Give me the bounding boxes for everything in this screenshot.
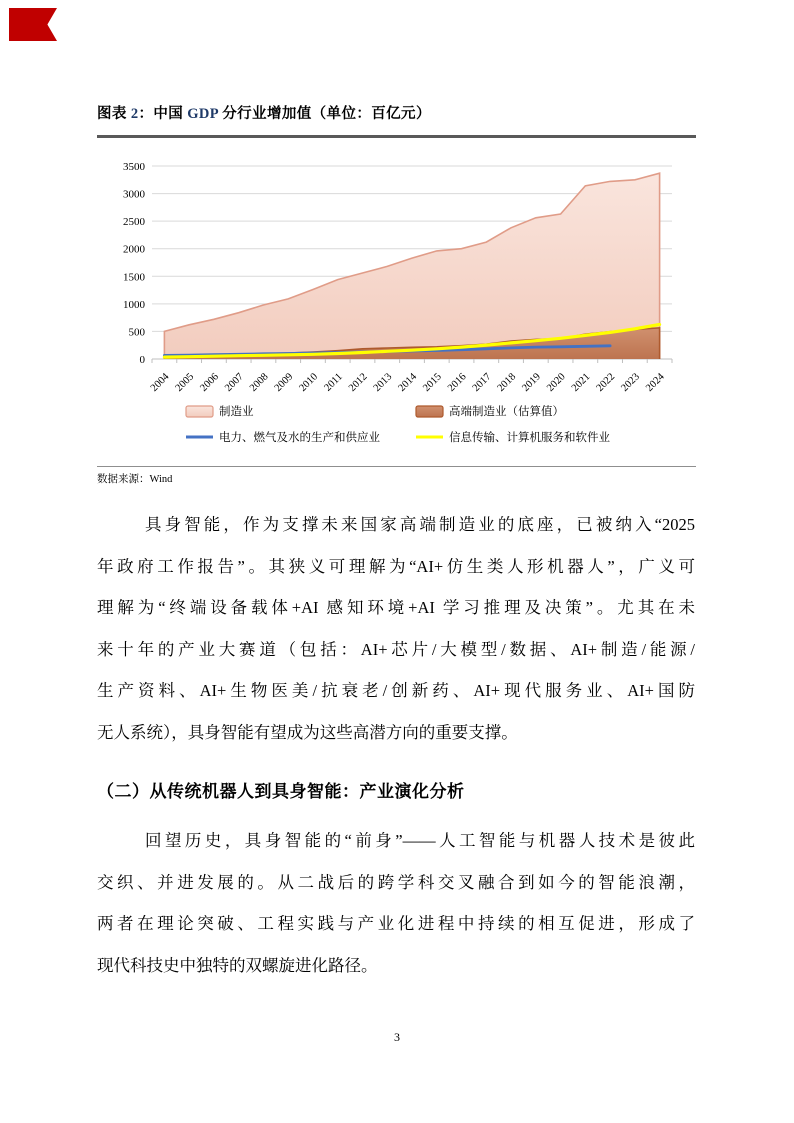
legend-label-0: 制造业 [219,406,254,418]
x-axis-label: 2009 [272,371,296,394]
x-axis-label: 2005 [173,371,197,394]
paragraph-line: 交织、并进发展的。从二战后的跨学科交叉融合到如今的智能浪潮， [97,872,695,892]
x-axis-label: 2016 [446,371,469,394]
data-source-note: 数据来源：Wind [97,474,173,485]
legend-swatch-0 [186,406,213,417]
x-axis-label: 2017 [470,371,494,394]
y-axis-label: 2500 [123,216,145,229]
legend-swatch-1 [416,406,443,417]
paragraph-embodied-ai [97,504,695,753]
paragraph-history [97,820,695,986]
x-axis-label: 2018 [495,371,519,394]
x-axis-label: 2006 [198,371,222,394]
figure-title [97,102,696,123]
figure-top-rule [97,135,696,138]
y-axis-label: 0 [139,354,145,366]
figure-title-segment: ：中国 [138,106,188,122]
y-axis-label: 1500 [123,271,145,284]
chart-legend [186,404,610,444]
paragraph-line: 两者在理论突破、工程实践与产业化进程中持续的相互促进，形成了 [97,914,695,933]
paragraph-line: 回望历史，具身智能的“前身”——人工智能与机器人技术是彼此 [145,831,695,850]
y-axis-label: 1000 [123,298,145,311]
y-axis-label: 2000 [123,243,145,256]
y-axis-label: 3000 [123,188,145,201]
legend-label-2: 电力、燃气及水的生产和供应业 [219,432,380,444]
figure-title-segment: GDP [187,106,219,122]
y-axis-label: 500 [128,326,145,339]
area-series-0 [164,173,659,359]
x-axis-label: 2021 [569,371,593,394]
gdp-industry-area-chart [97,149,691,462]
legend-label-3: 信息传输、计算机服务和软件业 [449,432,610,444]
paragraph-line: 具身智能，作为支撑未来国家高端制造业的底座，已被纳入“2025 [145,515,695,534]
x-axis-label: 2011 [322,371,345,394]
page-number: 3 [394,1030,400,1044]
x-axis-label: 2022 [594,371,618,394]
paragraph-line: 现代科技史中独特的双螺旋进化路径。 [97,955,378,975]
red-bookmark-ribbon [9,8,57,41]
paragraph-line: 理解为“终端设备载体+AI 感知环境+AI 学习推理及决策”。尤其在未 [97,598,695,617]
legend-label-1: 高端制造业（估算值） [449,406,564,418]
y-axis-label: 3500 [123,161,145,173]
x-axis-label: 2020 [545,371,568,394]
x-axis-label: 2015 [421,371,444,394]
x-axis-label: 2007 [223,371,246,394]
x-axis-label: 2019 [520,371,543,394]
paragraph-line: 生产资料、AI+生物医美/抗衰老/创新药、AI+现代服务业、AI+国防 [97,681,695,700]
figure-bottom-rule [97,466,696,467]
section-heading: （二）从传统机器人到具身智能：产业演化分析 [97,782,465,801]
paragraph-line: 无人系统），具身智能有望成为这些高潜方向的重要支撑。 [97,722,518,742]
figure-title-segment: 图表 [97,106,131,122]
figure-title-segment: 2 [130,106,139,122]
paragraph-line: 年政府工作报告”。其狭义可理解为“AI+仿生类人形机器人”，广义可 [97,556,695,576]
x-axis-label: 2008 [247,371,271,394]
x-axis-label: 2013 [371,371,395,394]
x-axis-label: 2010 [297,371,321,394]
x-axis-label: 2024 [644,371,667,394]
x-axis-label: 2012 [346,371,370,394]
x-axis-label: 2004 [148,371,172,394]
figure-title-segment: 分行业增加值（单位：百亿元） [218,106,431,122]
paragraph-line: 来十年的产业大赛道（包括：AI+芯片/大模型/数据、AI+制造/能源/ [97,639,695,659]
x-axis-label: 2014 [396,371,420,394]
x-axis-label: 2023 [619,371,642,394]
